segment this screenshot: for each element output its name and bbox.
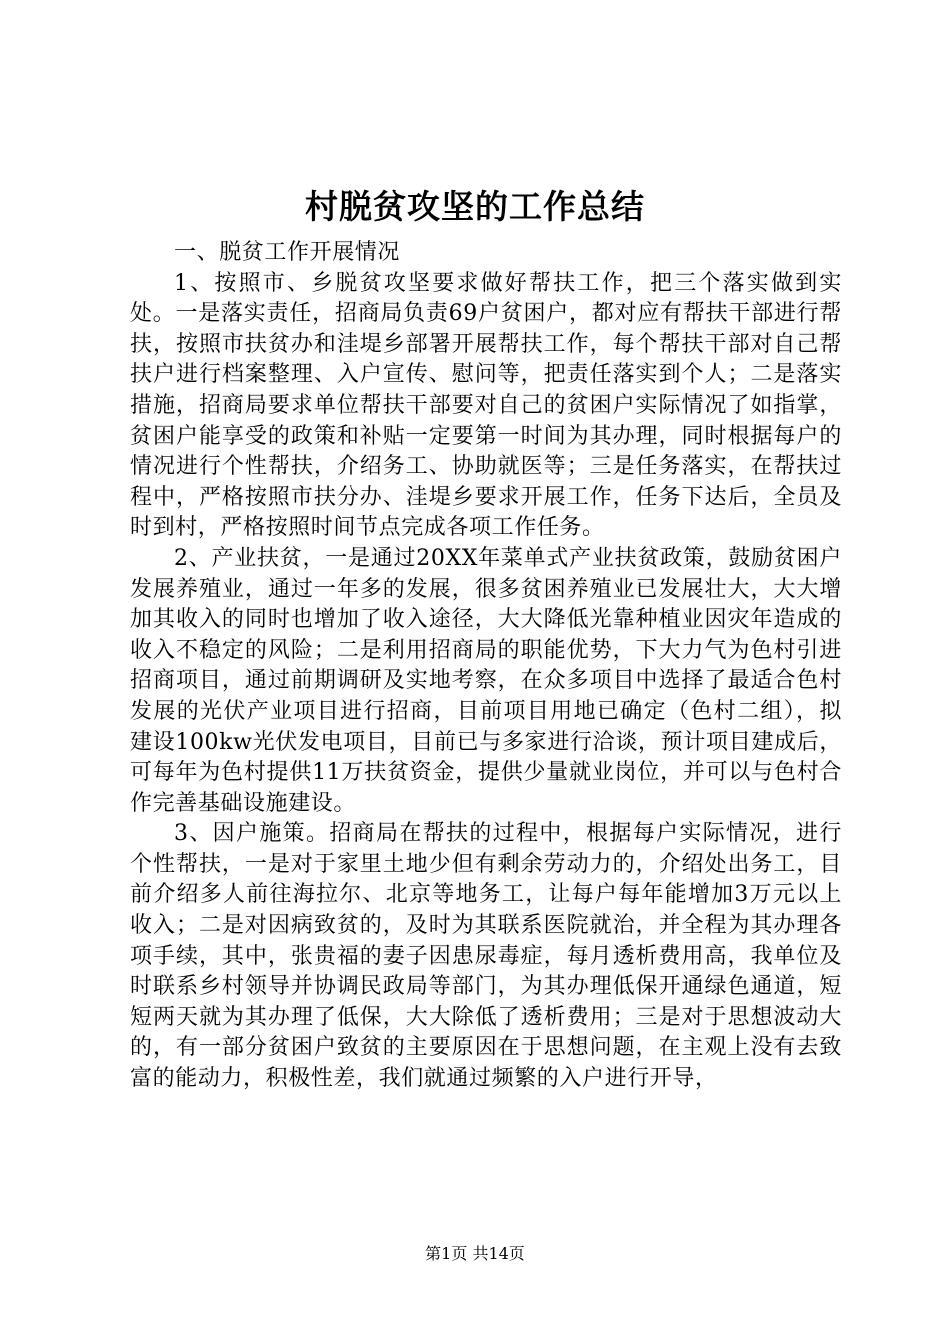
document-title: 村脱贫攻坚的工作总结 (305, 187, 645, 226)
paragraph-2: 2、产业扶贫，一是通过20XX年菜单式产业扶贫政策，鼓励贫困户发展养殖业，通过一年多的发展，很多贫困养殖业已发展壮大，大大增加其收入的同时也增加了收入途径，大大降低光靠种植业因灾年造成的收入不稳定的风险；二是利用招商局的职能优势，下大力气为色村引进招商项目，通过前期调研及实地考察，在众多项目中选择了最适合色村发展的光伏产业项目进行招商，目前项目用地已确定（色村二组），拟建设100kw光伏发电项目，目前已与多家进行洽谈，预计项目建成后，可每年为色村提供11万扶贫资金，提供少量就业岗位，并可以与色村合作完善基础设施建设。 (130, 545, 842, 816)
paragraph-3: 3、因户施策。招商局在帮扶的过程中，根据每户实际情况，进行个性帮扶，一是对于家里土地少但有剩余劳动力的，介绍处出务工，目前介绍多人前往海拉尔、北京等地务工，让每户每年能增加3万元以上收入；二是对因病致贫的，及时为其联系医院就治，并全程为其办理各项手续，其中，张贵福的妻子因患尿毒症，每月透析费用高，我单位及时联系乡村领导并协调民政局等部门，为其办理低保开通绿色通道，短短两天就为其办理了低保，大大除低了透析费用；三是对于思想波动大的，有一部分贫困户致贫的主要原因在于思想问题，在主观上没有去致富的能动力，积极性差，我们就通过频繁的入户进行开导， (130, 821, 842, 1092)
section-heading: 一、脱贫工作开展情况 (174, 240, 401, 265)
document-body (130, 238, 842, 1095)
page-footer: 第1页 共14页 (425, 1244, 525, 1263)
paragraph-1: 1、按照市、乡脱贫攻坚要求做好帮扶工作，把三个落实做到实处。一是落实责任，招商局负责69户贫困户，都对应有帮扶干部进行帮扶，按照市扶贫办和洼堤乡部署开展帮扶工作，每个帮扶干部对自己帮扶户进行档案整理、入户宣传、慰问等，把责任落实到个人；二是落实措施，招商局要求单位帮扶干部要对自己的贫困户实际情况了如指掌，贫困户能享受的政策和补贴一定要第一时间为其办理，同时根据每户的情况进行个性帮扶，介绍务工、协助就医等；三是任务落实，在帮扶过程中，严格按照市扶分办、洼堤乡要求开展工作，任务下达后，全员及时到村，严格按照时间节点完成各项工作任务。 (130, 270, 842, 541)
